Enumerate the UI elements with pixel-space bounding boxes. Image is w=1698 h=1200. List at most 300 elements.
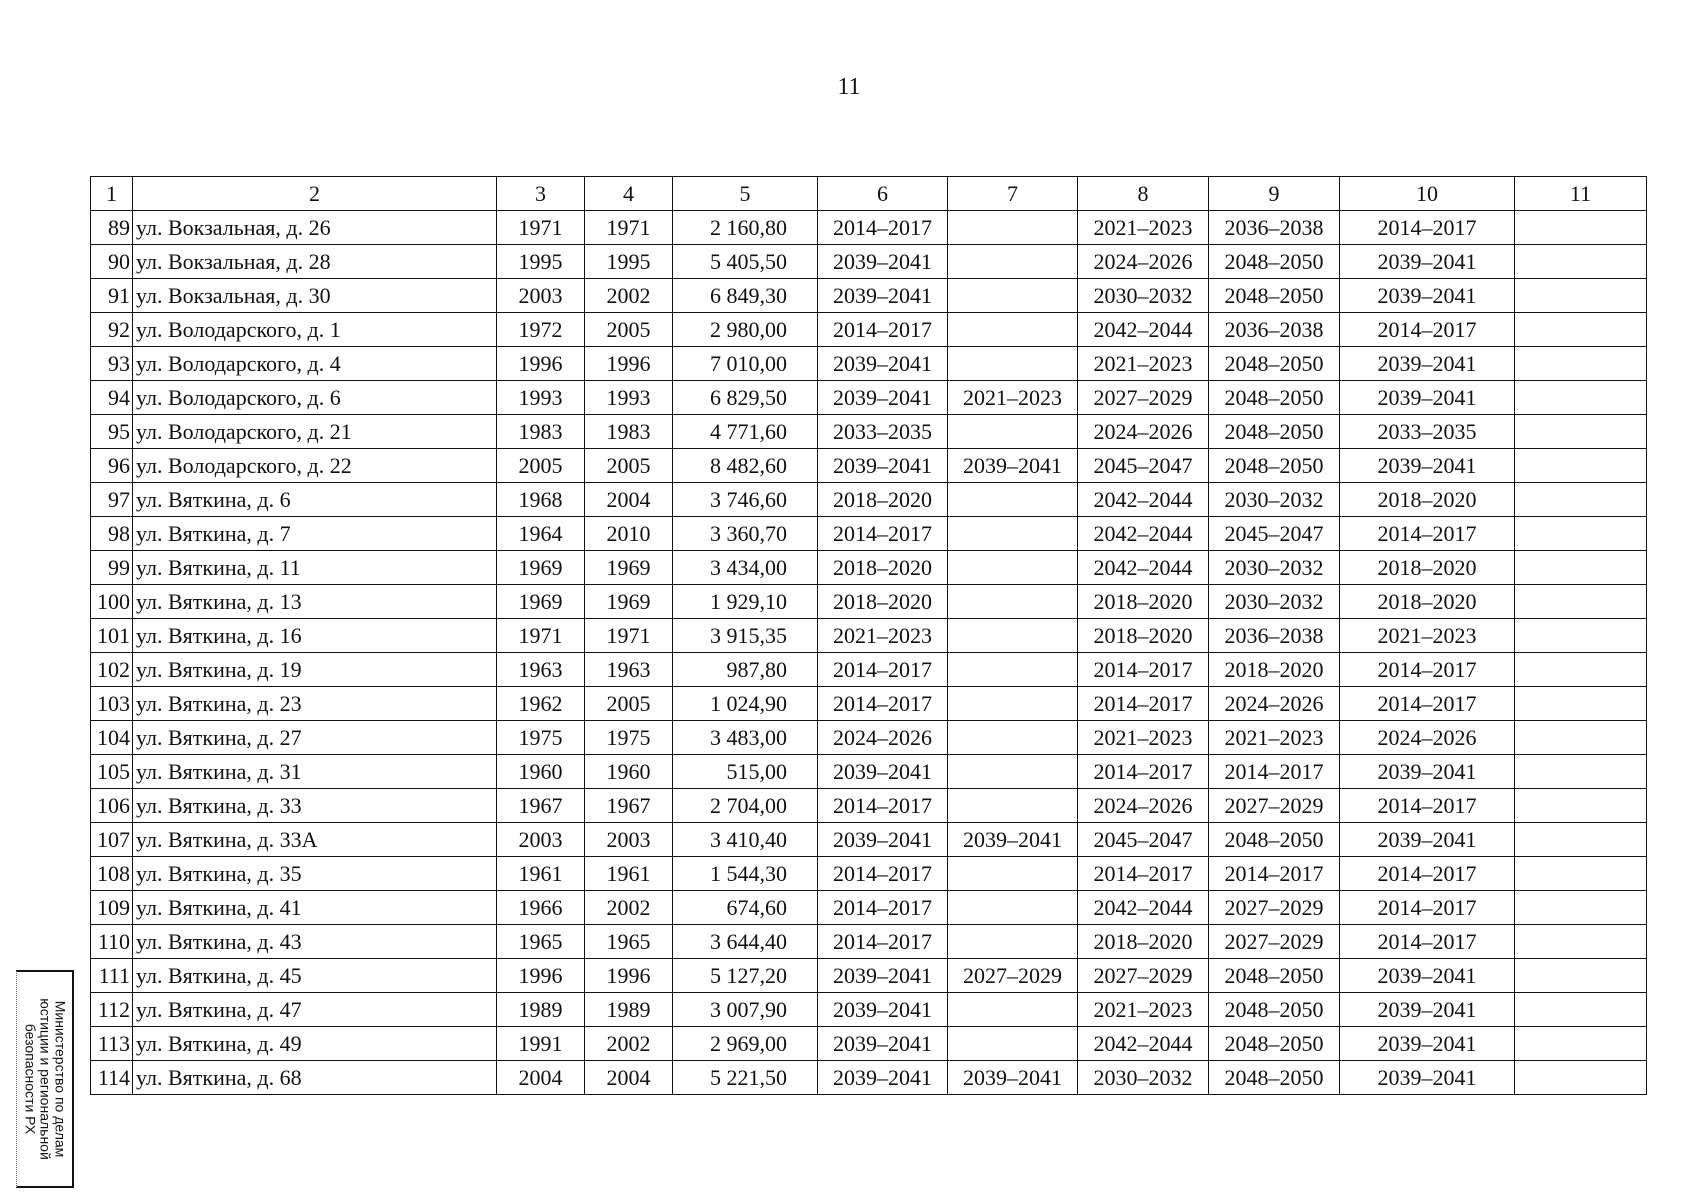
col-year-built-cell: 1993: [497, 381, 585, 415]
col-number-cell: 114: [91, 1061, 133, 1095]
col-period-5-cell: 2024–2026: [1340, 721, 1515, 755]
col-period-cell: 2039–2041: [818, 279, 948, 313]
col-area-cell: 4 771,60: [673, 415, 818, 449]
col-period-5-cell: 2014–2017: [1340, 857, 1515, 891]
col-period-2-cell: [948, 517, 1078, 551]
col-period-cell: 2039–2041: [818, 1061, 948, 1095]
table-row: [91, 517, 1647, 551]
col-period-5-cell: 2039–2041: [1340, 755, 1515, 789]
col-year-built-cell: 1963: [497, 653, 585, 687]
col-year-repair-cell: 2005: [585, 313, 673, 347]
col-period-2-cell: [948, 993, 1078, 1027]
col-address-cell: ул. Вяткина, д. 43: [133, 925, 497, 959]
col-period-5-cell: 2018–2020: [1340, 551, 1515, 585]
col-period-5-cell: 2039–2041: [1340, 245, 1515, 279]
col-address-cell: ул. Володарского, д. 21: [133, 415, 497, 449]
header-col-period-2: 7: [948, 177, 1078, 211]
col-area-cell: 2 704,00: [673, 789, 818, 823]
col-period-4-cell: 2024–2026: [1209, 687, 1340, 721]
col-year-built-cell: 1960: [497, 755, 585, 789]
col-note-cell: [1515, 517, 1647, 551]
col-area-cell: 515,00: [673, 755, 818, 789]
col-note-cell: [1515, 415, 1647, 449]
col-year-built-cell: 1962: [497, 687, 585, 721]
col-period-5-cell: 2021–2023: [1340, 619, 1515, 653]
col-number-cell: 91: [91, 279, 133, 313]
col-year-built-cell: 1996: [497, 959, 585, 993]
table-row: [91, 211, 1647, 245]
col-period-5-cell: 2039–2041: [1340, 993, 1515, 1027]
col-period-3-cell: 2042–2044: [1078, 517, 1209, 551]
stamp-text: [22, 974, 67, 1184]
col-year-repair-cell: 1961: [585, 857, 673, 891]
col-note-cell: [1515, 891, 1647, 925]
col-year-repair-cell: 1989: [585, 993, 673, 1027]
col-year-repair-cell: 1963: [585, 653, 673, 687]
col-area-cell: 674,60: [673, 891, 818, 925]
col-period-2-cell: [948, 891, 1078, 925]
col-period-3-cell: 2014–2017: [1078, 687, 1209, 721]
col-period-4-cell: 2021–2023: [1209, 721, 1340, 755]
col-year-repair-cell: 1971: [585, 619, 673, 653]
col-area-cell: 8 482,60: [673, 449, 818, 483]
stamp-line: безопасности РХ: [22, 1023, 38, 1135]
col-note-cell: [1515, 721, 1647, 755]
col-period-cell: 2039–2041: [818, 245, 948, 279]
col-year-built-cell: 1995: [497, 245, 585, 279]
col-address-cell: ул. Вяткина, д. 47: [133, 993, 497, 1027]
header-col-year-built: 3: [497, 177, 585, 211]
col-address-cell: ул. Вяткина, д. 27: [133, 721, 497, 755]
col-address-cell: ул. Вяткина, д. 49: [133, 1027, 497, 1061]
col-year-built-cell: 1972: [497, 313, 585, 347]
col-period-3-cell: 2030–2032: [1078, 1061, 1209, 1095]
col-period-2-cell: 2039–2041: [948, 1061, 1078, 1095]
col-year-repair-cell: 2004: [585, 1061, 673, 1095]
col-year-built-cell: 2003: [497, 279, 585, 313]
col-period-3-cell: 2018–2020: [1078, 585, 1209, 619]
col-address-cell: ул. Вокзальная, д. 26: [133, 211, 497, 245]
col-note-cell: [1515, 993, 1647, 1027]
col-year-built-cell: 1969: [497, 585, 585, 619]
col-period-5-cell: 2014–2017: [1340, 653, 1515, 687]
col-period-3-cell: 2014–2017: [1078, 755, 1209, 789]
col-period-5-cell: 2018–2020: [1340, 483, 1515, 517]
col-period-2-cell: [948, 347, 1078, 381]
col-period-5-cell: 2039–2041: [1340, 1061, 1515, 1095]
table-row: [91, 1061, 1647, 1095]
header-col-period-4: 9: [1209, 177, 1340, 211]
col-year-repair-cell: 1993: [585, 381, 673, 415]
table-row: [91, 721, 1647, 755]
col-period-4-cell: 2048–2050: [1209, 279, 1340, 313]
col-number-cell: 94: [91, 381, 133, 415]
col-period-2-cell: [948, 687, 1078, 721]
header-col-address: 2: [133, 177, 497, 211]
col-address-cell: ул. Вяткина, д. 13: [133, 585, 497, 619]
col-number-cell: 98: [91, 517, 133, 551]
col-year-built-cell: 1983: [497, 415, 585, 449]
col-period-5-cell: 2014–2017: [1340, 517, 1515, 551]
table-row: [91, 449, 1647, 483]
col-period-4-cell: 2048–2050: [1209, 381, 1340, 415]
col-address-cell: ул. Вяткина, д. 33А: [133, 823, 497, 857]
col-period-cell: 2014–2017: [818, 857, 948, 891]
col-period-5-cell: 2039–2041: [1340, 449, 1515, 483]
col-period-3-cell: 2024–2026: [1078, 415, 1209, 449]
col-number-cell: 95: [91, 415, 133, 449]
col-period-3-cell: 2018–2020: [1078, 619, 1209, 653]
col-year-built-cell: 1975: [497, 721, 585, 755]
col-period-cell: 2039–2041: [818, 449, 948, 483]
col-period-cell: 2014–2017: [818, 891, 948, 925]
col-year-built-cell: 2004: [497, 1061, 585, 1095]
col-area-cell: 1 544,30: [673, 857, 818, 891]
col-note-cell: [1515, 585, 1647, 619]
col-year-repair-cell: 2005: [585, 687, 673, 721]
col-period-5-cell: 2014–2017: [1340, 313, 1515, 347]
stamp-line: Министерство по делам: [52, 1000, 68, 1158]
table-row: [91, 857, 1647, 891]
col-period-2-cell: [948, 619, 1078, 653]
col-period-cell: 2039–2041: [818, 993, 948, 1027]
col-year-repair-cell: 1983: [585, 415, 673, 449]
col-year-built-cell: 1991: [497, 1027, 585, 1061]
col-note-cell: [1515, 823, 1647, 857]
col-year-repair-cell: 1996: [585, 959, 673, 993]
col-note-cell: [1515, 619, 1647, 653]
col-period-4-cell: 2036–2038: [1209, 619, 1340, 653]
col-note-cell: [1515, 789, 1647, 823]
col-period-cell: 2039–2041: [818, 823, 948, 857]
col-number-cell: 108: [91, 857, 133, 891]
col-period-3-cell: 2027–2029: [1078, 959, 1209, 993]
col-period-cell: 2039–2041: [818, 347, 948, 381]
col-address-cell: ул. Вяткина, д. 7: [133, 517, 497, 551]
col-number-cell: 113: [91, 1027, 133, 1061]
col-period-3-cell: 2018–2020: [1078, 925, 1209, 959]
col-year-repair-cell: 2002: [585, 279, 673, 313]
col-period-2-cell: 2039–2041: [948, 449, 1078, 483]
col-year-built-cell: 1968: [497, 483, 585, 517]
col-period-3-cell: 2042–2044: [1078, 891, 1209, 925]
col-year-built-cell: 1961: [497, 857, 585, 891]
col-period-2-cell: [948, 415, 1078, 449]
col-address-cell: ул. Володарского, д. 4: [133, 347, 497, 381]
col-period-3-cell: 2021–2023: [1078, 347, 1209, 381]
col-period-cell: 2039–2041: [818, 381, 948, 415]
col-number-cell: 90: [91, 245, 133, 279]
col-period-cell: 2018–2020: [818, 585, 948, 619]
col-address-cell: ул. Вокзальная, д. 28: [133, 245, 497, 279]
col-period-cell: 2033–2035: [818, 415, 948, 449]
col-note-cell: [1515, 347, 1647, 381]
col-number-cell: 112: [91, 993, 133, 1027]
col-period-4-cell: 2027–2029: [1209, 925, 1340, 959]
col-period-cell: 2039–2041: [818, 1027, 948, 1061]
col-period-3-cell: 2024–2026: [1078, 789, 1209, 823]
col-period-2-cell: [948, 483, 1078, 517]
col-area-cell: 6 829,50: [673, 381, 818, 415]
col-note-cell: [1515, 653, 1647, 687]
col-period-2-cell: 2021–2023: [948, 381, 1078, 415]
housing-register-table: [90, 176, 1647, 1095]
col-period-4-cell: 2018–2020: [1209, 653, 1340, 687]
col-period-4-cell: 2027–2029: [1209, 789, 1340, 823]
col-period-2-cell: [948, 755, 1078, 789]
col-number-cell: 100: [91, 585, 133, 619]
table-row: [91, 891, 1647, 925]
col-year-built-cell: 1964: [497, 517, 585, 551]
col-year-built-cell: 1967: [497, 789, 585, 823]
col-note-cell: [1515, 381, 1647, 415]
table-row: [91, 925, 1647, 959]
col-period-2-cell: [948, 585, 1078, 619]
col-year-repair-cell: 1995: [585, 245, 673, 279]
col-period-4-cell: 2048–2050: [1209, 1061, 1340, 1095]
ministry-stamp: [16, 970, 74, 1188]
col-year-built-cell: 1971: [497, 619, 585, 653]
col-period-cell: 2014–2017: [818, 789, 948, 823]
col-address-cell: ул. Вокзальная, д. 30: [133, 279, 497, 313]
col-address-cell: ул. Вяткина, д. 19: [133, 653, 497, 687]
col-period-2-cell: [948, 857, 1078, 891]
col-period-5-cell: 2039–2041: [1340, 279, 1515, 313]
col-number-cell: 92: [91, 313, 133, 347]
col-note-cell: [1515, 279, 1647, 313]
col-area-cell: 3 644,40: [673, 925, 818, 959]
col-year-repair-cell: 2010: [585, 517, 673, 551]
col-period-2-cell: [948, 551, 1078, 585]
col-period-2-cell: [948, 1027, 1078, 1061]
col-period-3-cell: 2030–2032: [1078, 279, 1209, 313]
col-number-cell: 102: [91, 653, 133, 687]
col-address-cell: ул. Вяткина, д. 11: [133, 551, 497, 585]
col-area-cell: 3 434,00: [673, 551, 818, 585]
col-year-built-cell: 1966: [497, 891, 585, 925]
col-period-4-cell: 2048–2050: [1209, 993, 1340, 1027]
col-period-5-cell: 2039–2041: [1340, 381, 1515, 415]
table-row: [91, 993, 1647, 1027]
col-period-cell: 2039–2041: [818, 755, 948, 789]
col-period-3-cell: 2045–2047: [1078, 823, 1209, 857]
table-row: [91, 415, 1647, 449]
col-period-4-cell: 2048–2050: [1209, 415, 1340, 449]
col-period-2-cell: [948, 211, 1078, 245]
col-number-cell: 104: [91, 721, 133, 755]
col-period-5-cell: 2039–2041: [1340, 959, 1515, 993]
col-period-4-cell: 2036–2038: [1209, 211, 1340, 245]
col-note-cell: [1515, 857, 1647, 891]
col-period-2-cell: 2039–2041: [948, 823, 1078, 857]
col-address-cell: ул. Вяткина, д. 68: [133, 1061, 497, 1095]
col-period-4-cell: 2048–2050: [1209, 245, 1340, 279]
col-address-cell: ул. Володарского, д. 1: [133, 313, 497, 347]
table-row: [91, 279, 1647, 313]
col-period-2-cell: [948, 653, 1078, 687]
col-year-repair-cell: 1969: [585, 585, 673, 619]
col-number-cell: 101: [91, 619, 133, 653]
col-address-cell: ул. Вяткина, д. 23: [133, 687, 497, 721]
col-period-cell: 2014–2017: [818, 687, 948, 721]
col-area-cell: 6 849,30: [673, 279, 818, 313]
col-number-cell: 89: [91, 211, 133, 245]
col-area-cell: 5 127,20: [673, 959, 818, 993]
table-row: [91, 585, 1647, 619]
col-number-cell: 106: [91, 789, 133, 823]
col-period-cell: 2014–2017: [818, 517, 948, 551]
col-period-3-cell: 2024–2026: [1078, 245, 1209, 279]
col-number-cell: 107: [91, 823, 133, 857]
col-period-5-cell: 2014–2017: [1340, 789, 1515, 823]
header-col-period-5: 10: [1340, 177, 1515, 211]
col-period-4-cell: 2027–2029: [1209, 891, 1340, 925]
col-note-cell: [1515, 245, 1647, 279]
col-address-cell: ул. Вяткина, д. 35: [133, 857, 497, 891]
col-year-repair-cell: 2002: [585, 1027, 673, 1061]
col-number-cell: 110: [91, 925, 133, 959]
col-period-cell: 2014–2017: [818, 313, 948, 347]
col-area-cell: 5 405,50: [673, 245, 818, 279]
col-period-cell: 2014–2017: [818, 925, 948, 959]
header-col-note: 11: [1515, 177, 1647, 211]
col-period-4-cell: 2014–2017: [1209, 755, 1340, 789]
col-period-5-cell: 2014–2017: [1340, 891, 1515, 925]
col-note-cell: [1515, 755, 1647, 789]
col-area-cell: 3 007,90: [673, 993, 818, 1027]
table-row: [91, 381, 1647, 415]
col-period-2-cell: [948, 789, 1078, 823]
col-area-cell: 5 221,50: [673, 1061, 818, 1095]
table-row: [91, 245, 1647, 279]
col-period-4-cell: 2045–2047: [1209, 517, 1340, 551]
table-row: [91, 483, 1647, 517]
table-row: [91, 347, 1647, 381]
col-period-2-cell: [948, 721, 1078, 755]
col-period-4-cell: 2048–2050: [1209, 823, 1340, 857]
table-row: [91, 619, 1647, 653]
col-year-built-cell: 1971: [497, 211, 585, 245]
col-period-5-cell: 2018–2020: [1340, 585, 1515, 619]
col-period-5-cell: 2039–2041: [1340, 823, 1515, 857]
col-area-cell: 3 746,60: [673, 483, 818, 517]
col-period-cell: 2014–2017: [818, 211, 948, 245]
col-year-built-cell: 1965: [497, 925, 585, 959]
table-row: [91, 823, 1647, 857]
col-address-cell: ул. Вяткина, д. 33: [133, 789, 497, 823]
col-address-cell: ул. Володарского, д. 6: [133, 381, 497, 415]
col-period-3-cell: 2042–2044: [1078, 1027, 1209, 1061]
col-address-cell: ул. Вяткина, д. 45: [133, 959, 497, 993]
col-period-5-cell: 2039–2041: [1340, 347, 1515, 381]
col-period-4-cell: 2030–2032: [1209, 483, 1340, 517]
col-period-cell: 2024–2026: [818, 721, 948, 755]
col-year-repair-cell: 2002: [585, 891, 673, 925]
header-col-area: 5: [673, 177, 818, 211]
col-period-3-cell: 2027–2029: [1078, 381, 1209, 415]
col-number-cell: 97: [91, 483, 133, 517]
col-year-built-cell: 1989: [497, 993, 585, 1027]
col-year-repair-cell: 1960: [585, 755, 673, 789]
col-address-cell: ул. Вяткина, д. 31: [133, 755, 497, 789]
col-area-cell: 3 410,40: [673, 823, 818, 857]
col-area-cell: 2 980,00: [673, 313, 818, 347]
col-period-2-cell: [948, 245, 1078, 279]
col-period-2-cell: [948, 925, 1078, 959]
col-note-cell: [1515, 483, 1647, 517]
col-note-cell: [1515, 313, 1647, 347]
col-year-repair-cell: 2003: [585, 823, 673, 857]
stamp-line: юстиции и региональной: [37, 998, 53, 1160]
col-period-2-cell: [948, 313, 1078, 347]
table-row: [91, 551, 1647, 585]
col-period-4-cell: 2014–2017: [1209, 857, 1340, 891]
col-year-built-cell: 2003: [497, 823, 585, 857]
col-year-repair-cell: 1967: [585, 789, 673, 823]
col-number-cell: 96: [91, 449, 133, 483]
table-row: [91, 313, 1647, 347]
table-header: [91, 177, 1647, 211]
col-year-repair-cell: 1965: [585, 925, 673, 959]
col-period-4-cell: 2030–2032: [1209, 551, 1340, 585]
col-period-5-cell: 2039–2041: [1340, 1027, 1515, 1061]
header-col-period-3: 8: [1078, 177, 1209, 211]
col-address-cell: ул. Вяткина, д. 6: [133, 483, 497, 517]
col-number-cell: 103: [91, 687, 133, 721]
col-area-cell: 1 024,90: [673, 687, 818, 721]
col-period-3-cell: 2014–2017: [1078, 653, 1209, 687]
col-year-built-cell: 1996: [497, 347, 585, 381]
col-year-repair-cell: 2005: [585, 449, 673, 483]
table-row: [91, 959, 1647, 993]
table-row: [91, 789, 1647, 823]
table-row: [91, 1027, 1647, 1061]
col-address-cell: ул. Володарского, д. 22: [133, 449, 497, 483]
col-period-5-cell: 2033–2035: [1340, 415, 1515, 449]
table-row: [91, 687, 1647, 721]
col-number-cell: 109: [91, 891, 133, 925]
col-area-cell: 987,80: [673, 653, 818, 687]
col-number-cell: 105: [91, 755, 133, 789]
header-col-number: 1: [91, 177, 133, 211]
col-note-cell: [1515, 687, 1647, 721]
col-year-built-cell: 1969: [497, 551, 585, 585]
col-note-cell: [1515, 959, 1647, 993]
col-note-cell: [1515, 551, 1647, 585]
col-year-repair-cell: 1971: [585, 211, 673, 245]
col-period-4-cell: 2048–2050: [1209, 1027, 1340, 1061]
col-period-cell: 2018–2020: [818, 551, 948, 585]
col-period-5-cell: 2014–2017: [1340, 211, 1515, 245]
col-period-4-cell: 2048–2050: [1209, 449, 1340, 483]
col-period-3-cell: 2042–2044: [1078, 483, 1209, 517]
col-period-4-cell: 2030–2032: [1209, 585, 1340, 619]
col-area-cell: 2 160,80: [673, 211, 818, 245]
col-period-cell: 2039–2041: [818, 959, 948, 993]
col-year-repair-cell: 1975: [585, 721, 673, 755]
col-year-repair-cell: 2004: [585, 483, 673, 517]
col-note-cell: [1515, 211, 1647, 245]
col-period-5-cell: 2014–2017: [1340, 925, 1515, 959]
col-note-cell: [1515, 1061, 1647, 1095]
col-note-cell: [1515, 1027, 1647, 1061]
col-period-cell: 2014–2017: [818, 653, 948, 687]
col-year-repair-cell: 1996: [585, 347, 673, 381]
col-area-cell: 3 915,35: [673, 619, 818, 653]
col-number-cell: 111: [91, 959, 133, 993]
header-col-period: 6: [818, 177, 948, 211]
col-note-cell: [1515, 449, 1647, 483]
